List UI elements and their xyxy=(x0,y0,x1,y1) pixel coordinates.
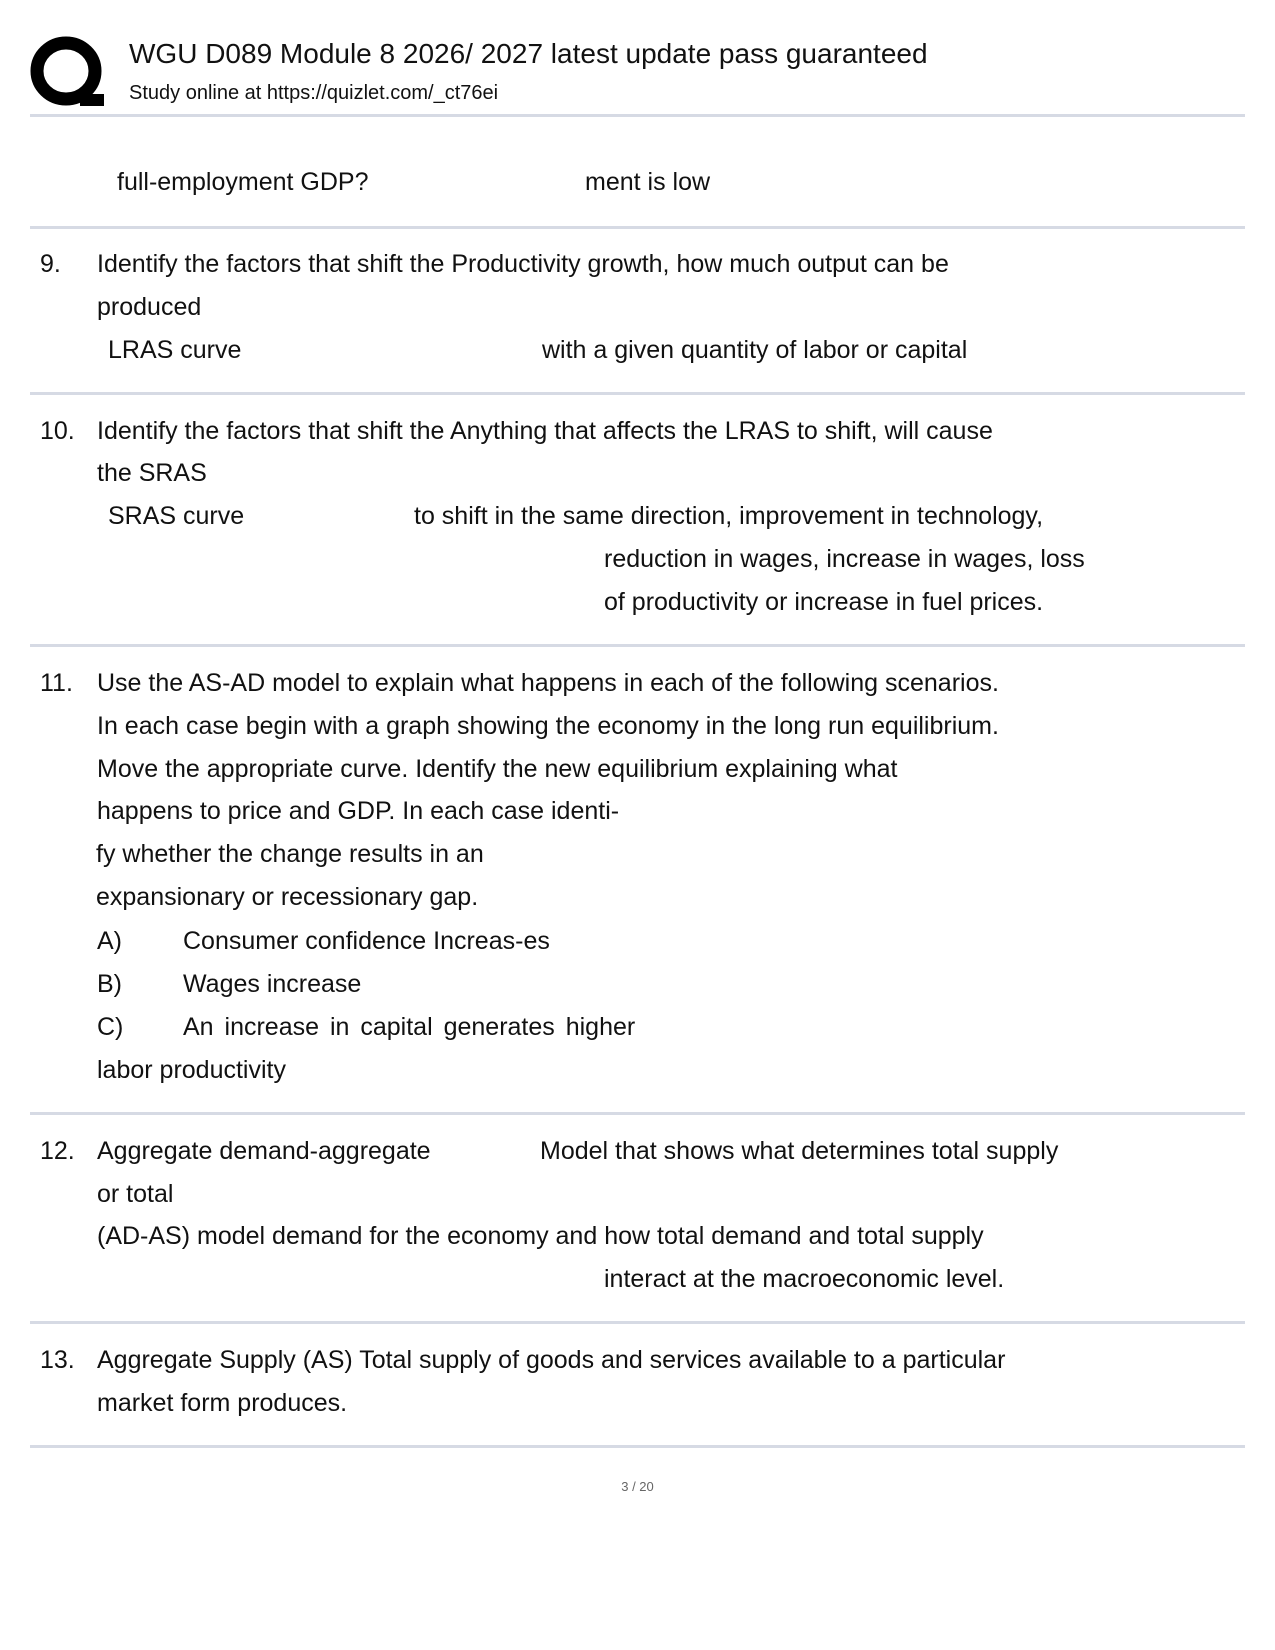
card-text: fy whether the change results in an xyxy=(96,840,484,868)
card-number: 11. xyxy=(40,669,73,697)
card-text: Move the appropriate curve. Identify the new equilibrium explaining what xyxy=(97,755,898,783)
page-number: 3 / 20 xyxy=(621,1479,654,1494)
option-text: Consumer confidence Increas-es xyxy=(183,927,550,955)
divider xyxy=(30,114,1245,117)
card-text: Aggregate demand-aggregate xyxy=(97,1137,431,1165)
option-label: C) xyxy=(97,1013,124,1041)
card-text: expansionary or recessionary gap. xyxy=(96,883,479,911)
card-text: LRAS curve xyxy=(108,336,242,364)
card-text: the SRAS xyxy=(97,459,207,487)
option-label: B) xyxy=(97,970,122,998)
card-number: 13. xyxy=(40,1346,75,1374)
card-text: of productivity or increase in fuel prices. xyxy=(604,588,1044,616)
card-text: Aggregate Supply (AS) Total supply of goods and services available to a particular xyxy=(97,1346,1006,1374)
card-text: to shift in the same direction, improvement in technology, xyxy=(414,502,1044,530)
card-text: produced xyxy=(97,293,202,321)
card-number: 10. xyxy=(40,417,75,445)
divider xyxy=(30,392,1245,395)
divider xyxy=(30,1112,1245,1115)
card-term: full-employment GDP? xyxy=(117,168,369,196)
card-number: 9. xyxy=(40,250,61,278)
card-text: or total xyxy=(97,1180,174,1208)
card-text: interact at the macroeconomic level. xyxy=(604,1265,1005,1293)
card-text: Identify the factors that shift the Anything that affects the LRAS to shift, will cause xyxy=(97,417,993,445)
option-label: A) xyxy=(97,927,122,955)
divider xyxy=(30,1445,1245,1448)
divider xyxy=(30,226,1245,229)
card-text: Use the AS-AD model to explain what happens in each of the following scenarios. xyxy=(97,669,999,697)
study-online-link[interactable]: Study online at https://quizlet.com/_ct76ei xyxy=(129,82,499,104)
card-text: reduction in wages, increase in wages, loss xyxy=(604,545,1085,573)
card-text: In each case begin with a graph showing the economy in the long run equilibrium. xyxy=(97,712,999,740)
option-text: Wages increase xyxy=(183,970,362,998)
document-title: WGU D089 Module 8 2026/ 2027 latest update pass guaranteed xyxy=(129,38,928,69)
card-text: (AD-AS) model demand for the economy and how total demand and total supply xyxy=(97,1222,984,1250)
card-definition: ment is low xyxy=(585,168,711,196)
card-text: happens to price and GDP. In each case identi- xyxy=(97,797,620,825)
option-text: An increase in capital generates higher xyxy=(183,1013,636,1041)
card-text: market form produces. xyxy=(97,1389,348,1417)
divider xyxy=(30,1321,1245,1324)
card-text: SRAS curve xyxy=(108,502,245,530)
card-text: labor productivity xyxy=(97,1056,286,1084)
quizlet-logo-icon xyxy=(30,36,106,108)
divider xyxy=(30,644,1245,647)
card-number: 12. xyxy=(40,1137,75,1165)
card-text: with a given quantity of labor or capital xyxy=(542,336,968,364)
card-text: Identify the factors that shift the Productivity growth, how much output can be xyxy=(97,250,949,278)
card-text: Model that shows what determines total supply xyxy=(540,1137,1059,1165)
